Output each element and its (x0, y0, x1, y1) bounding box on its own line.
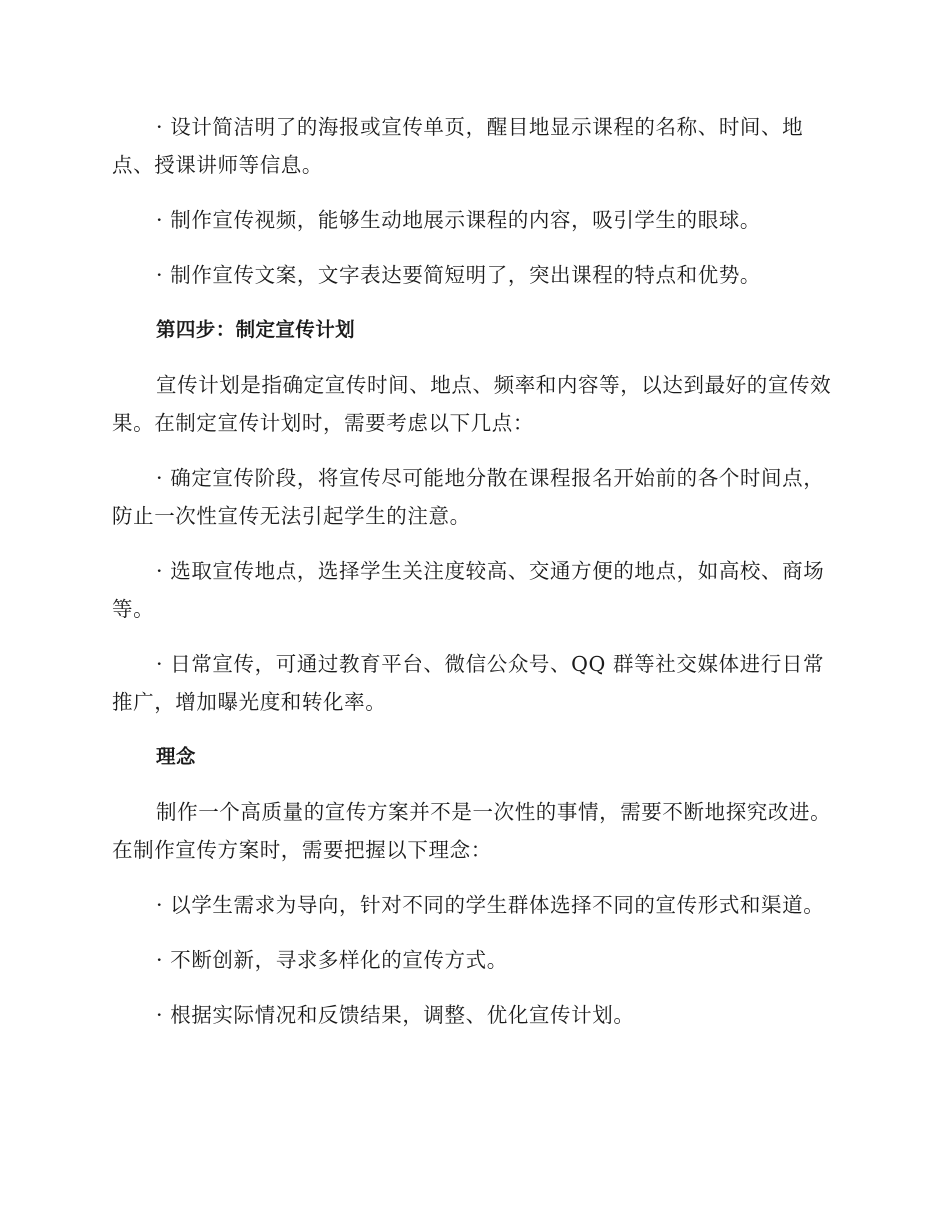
bullet-promo-stage: · 确定宣传阶段，将宣传尽可能地分散在课程报名开始前的各个时间点，防止一次性宣传无法引起学生的注意。 (112, 466, 825, 528)
bullet-adjust-plan: · 根据实际情况和反馈结果，调整、优化宣传计划。 (156, 1003, 635, 1027)
section-heading-step-four: 第四步：制定宣传计划 (156, 318, 356, 341)
section-heading-philosophy: 理念 (156, 745, 196, 768)
paragraph-plan-intro: 宣传计划是指确定宣传时间、地点、频率和内容等，以达到最好的宣传效果。在制定宣传计划时，需要考虑以下几点： (112, 373, 832, 435)
bullet-promo-video: · 制作宣传视频，能够生动地展示课程的内容，吸引学生的眼球。 (156, 208, 762, 232)
bullet-promo-copy: · 制作宣传文案，文字表达要简短明了，突出课程的特点和优势。 (156, 263, 762, 287)
bullet-innovation: · 不断创新，寻求多样化的宣传方式。 (156, 948, 508, 972)
bullet-poster-design: · 设计简洁明了的海报或宣传单页，醒目地显示课程的名称、时间、地点、授课讲师等信息。 (112, 115, 804, 177)
bullet-daily-promo: · 日常宣传，可通过教育平台、微信公众号、QQ 群等社交媒体进行日常推广，增加曝光度和转化率。 (112, 652, 825, 714)
document-body (112, 108, 840, 1051)
bullet-promo-location: · 选取宣传地点，选择学生关注度较高、交通方便的地点，如高校、商场等。 (112, 559, 825, 621)
bullet-student-oriented: · 以学生需求为导向，针对不同的学生群体选择不同的宣传形式和渠道。 (156, 893, 825, 917)
paragraph-philosophy-intro: 制作一个高质量的宣传方案并不是一次性的事情，需要不断地探究改进。在制作宣传方案时，需要把握以下理念： (112, 800, 832, 862)
